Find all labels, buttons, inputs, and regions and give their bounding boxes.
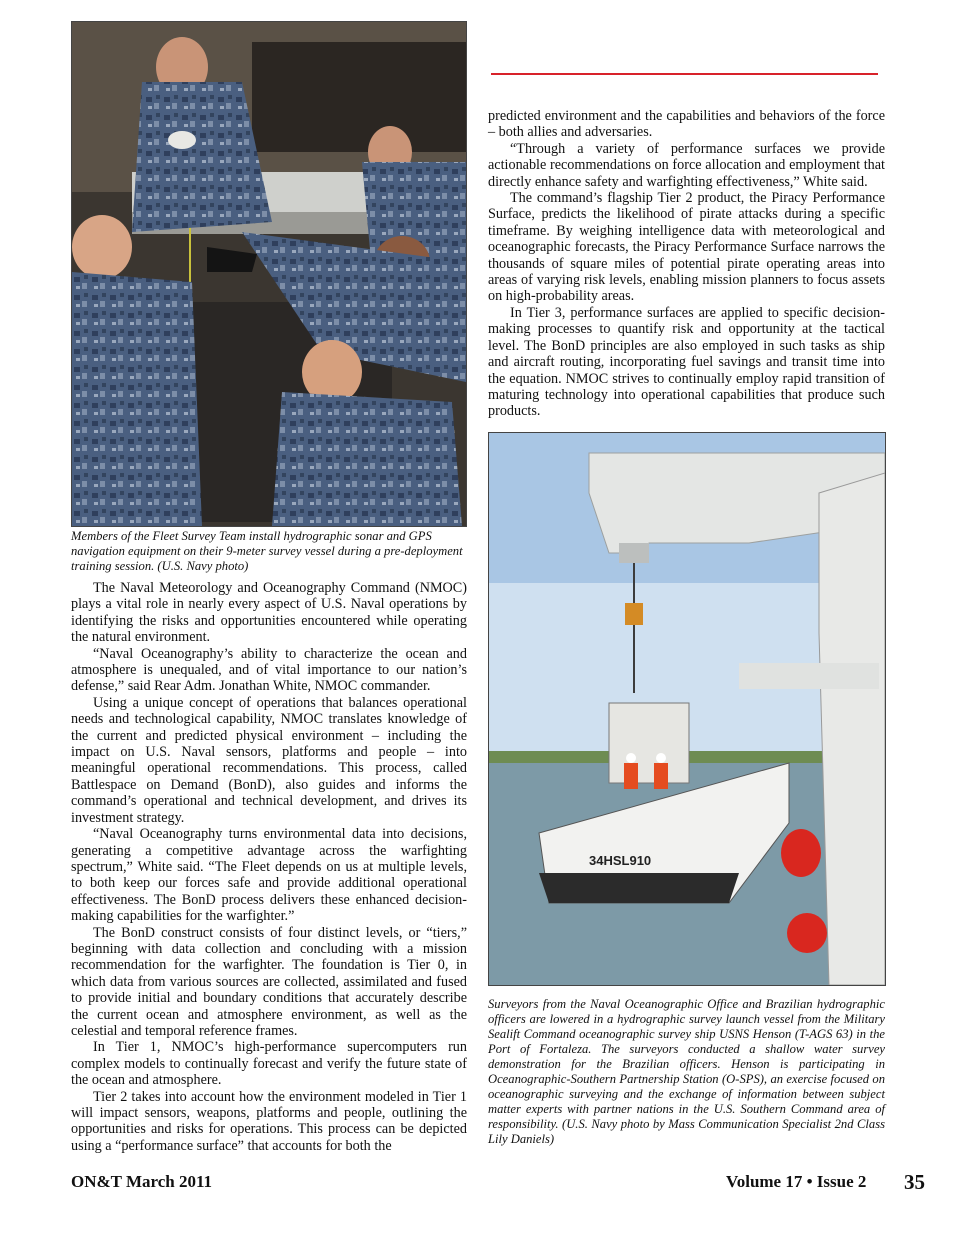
paragraph: In Tier 1, NMOC’s high-performance supercomputers run complex models to continually forecast and verify the future state of the ocean and atmosphere. (71, 1039, 467, 1089)
hull-marking: 34HSL910 (589, 853, 652, 868)
accent-rule (491, 73, 878, 75)
paragraph: predicted environment and the capabilities and behaviors of the force – both allies and adversaries. (488, 108, 885, 141)
footer-volume: Volume 17 • Issue 2 (726, 1172, 867, 1191)
paragraph: “Through a variety of performance surfaces we provide actionable recommendations on force allocation and employment that directly enhance safety and warfighting effectiveness,” White said. (488, 140, 885, 190)
page-number: 35 (904, 1170, 925, 1194)
footer-publication: ON&T March 2011 (71, 1172, 213, 1191)
left-article-column (71, 580, 467, 1154)
paragraph: The command’s flagship Tier 2 product, the Piracy Performance Surface, predicts the likelihood of pirate attacks during a specific timeframe. By weighing intelligence data with meteorological and oceanographic forecasts, the Piracy Performance Surface narrows the thousands of square miles of potential pirate operating areas into areas of varying risk levels, enabling mission planners to focus assets on high-probability areas. (488, 190, 885, 305)
right-article-column (488, 108, 885, 420)
survey-launch-photo (488, 432, 886, 986)
paragraph: Tier 2 takes into account how the environment modeled in Tier 1 will impact sensors, weapons, platforms and people, outlining the opportunities and risks for operations. This process can be depicted using a “performance surface” that accounts for both the (71, 1088, 467, 1154)
fleet-survey-team-photo (71, 21, 467, 527)
paragraph: The Naval Meteorology and Oceanography Command (NMOC) plays a vital role in nearly every aspect of U.S. Naval operations by identifying the risks and opportunities encountered while operating the natural environment. (71, 580, 467, 646)
paragraph: The BonD construct consists of four distinct levels, or “tiers,” beginning with data collection and concluding with a mission recommendation for the warfighter. The foundation is Tier 0, in which data from various sources are collected, assimilated and fused to provide initial and boundary conditions that accurately describe the current ocean and atmosphere environment, as well as the celestial and temporal reference frames. (71, 924, 467, 1039)
right-photo-caption: Surveyors from the Naval Oceanographic Office and Brazilian hydrographic officers are lowered in a hydrographic survey launch vessel from the Military Sealift Command oceanographic survey ship USNS Henson (T-AGS 63) in the Port of Fortaleza. The surveyors conducted a shallow water survey demonstration for the Brazilian officers. Henson is participating in Oceanographic-Southern Partnership Station (O-SPS), an exercise focused on oceanographic surveying and the exchange of information between subject matter experts with partner nations in the U.S. Southern Command area of responsibility. (U.S. Navy photo by Mass Communication Specialist 2nd Class Lily Daniels) (488, 997, 885, 1146)
paragraph: “Naval Oceanography turns environmental data into decisions, generating a competitive advantage across the warfighting spectrum,” White said. “The Fleet depends on us at multiple levels, to both keep our forces safe and provide additional operational effectiveness. The BonD process delivers these enhanced decision-making capabilities for the warfighter.” (71, 826, 467, 925)
left-photo-caption: Members of the Fleet Survey Team install hydrographic sonar and GPS navigation equipment on their 9-meter survey vessel during a pre-deployment training session. (U.S. Navy photo) (71, 529, 463, 573)
paragraph: In Tier 3, performance surfaces are applied to specific decision-making processes to quantify risk and opportunity at the tactical level. The BonD principles are also employed in such tasks as ship and aircraft routing, incorporating fuel savings and transit time into the equation. NMOC strives to continually employ rapid transition of maturing technology into operational capabilities that produce such products. (488, 304, 885, 420)
paragraph: Using a unique concept of operations that balances operational needs and technological capability, NMOC translates knowledge of the current and predicted physical environment – including the impact on U.S. Naval sensors, platforms and people – into meaningful operational recommendations. This process, called Battlespace on Demand (BonD), also guides and informs the command’s operational and technical development, and drives its investment strategy. (71, 694, 467, 826)
paragraph: “Naval Oceanography’s ability to characterize the ocean and atmosphere is unequaled, and of vital importance to our nation’s defense,” said Rear Adm. Jonathan White, NMOC commander. (71, 645, 467, 695)
